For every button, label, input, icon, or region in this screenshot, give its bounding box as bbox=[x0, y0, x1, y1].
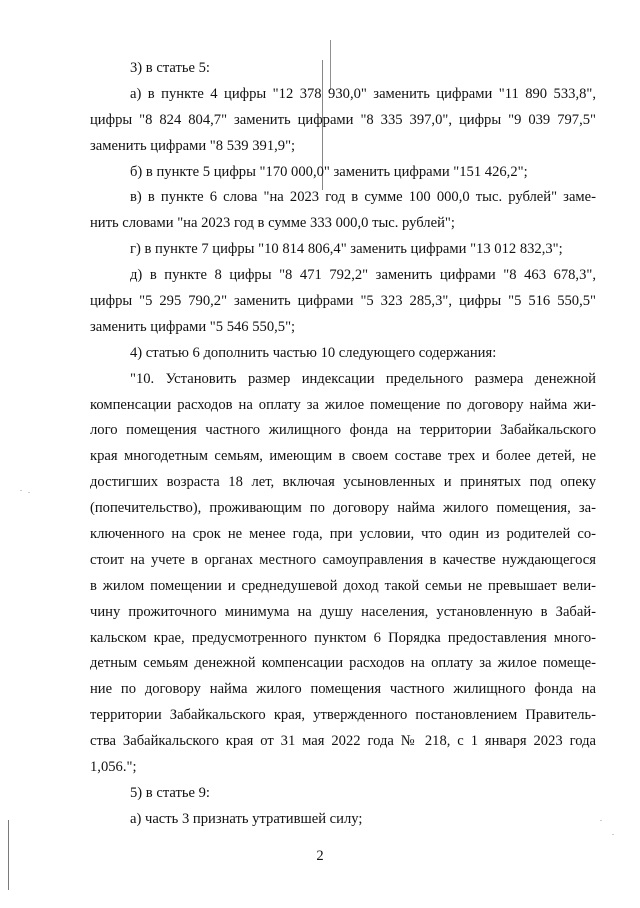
scan-speck bbox=[20, 490, 22, 491]
scan-speck bbox=[600, 820, 602, 821]
text-line: в) в пункте 6 слова "на 2023 год в сумме 100 000,0 тыс. рублей" заме- bbox=[130, 189, 596, 206]
text-line: 1,056."; bbox=[90, 759, 137, 776]
text-line: достигших возраста 18 лет, включая усыновленных и принятых под опеку bbox=[90, 474, 596, 491]
text-line: края многодетным семьям, имеющим в своем составе трех и более детей, не bbox=[90, 448, 596, 465]
page-number: 2 bbox=[316, 848, 324, 864]
scan-speck bbox=[612, 834, 614, 835]
text-line: б) в пункте 5 цифры "170 000,0" заменить цифрами "151 426,2"; bbox=[130, 163, 528, 180]
text-line: (попечительство), проживающим по договору найма жилого помещения, за- bbox=[90, 500, 596, 517]
text-line: лого помещения частного жилищного фонда на территории Забайкальского bbox=[90, 422, 596, 439]
text-line: цифры "5 295 790,2" заменить цифрами "5 323 285,3", цифры "5 516 550,5" bbox=[90, 293, 596, 310]
text-line: территории Забайкальского края, утвержденного постановлением Правитель- bbox=[90, 707, 596, 724]
text-line: ние по договору найма жилого помещения частного жилищного фонда на bbox=[90, 681, 596, 698]
text-line: ключенного на срок не менее года, при условии, что один из родителей со- bbox=[90, 526, 596, 543]
text-line: 3) в статье 5: bbox=[130, 60, 210, 76]
text-line: 4) статью 6 дополнить частью 10 следующего содержания: bbox=[130, 344, 497, 361]
text-line: заменить цифрами "5 546 550,5"; bbox=[90, 318, 296, 335]
scan-speck bbox=[28, 492, 30, 493]
text-line: кальском крае, предусмотренного пунктом 6 Порядка предоставления много- bbox=[90, 629, 596, 646]
text-line: "10. Установить размер индексации предельного размера денежной bbox=[130, 370, 596, 387]
text-line: в жилом помещении и среднедушевой доход такой семьи не превышает вели- bbox=[90, 577, 596, 594]
text-line: чину прожиточного минимума на душу населения, установленную в Забай- bbox=[90, 603, 596, 620]
text-line: а) часть 3 признать утратившей силу; bbox=[130, 810, 363, 827]
text-line: 5) в статье 9: bbox=[130, 784, 210, 801]
text-line: цифры "8 824 804,7" заменить цифрами "8 335 397,0", цифры "9 039 797,5" bbox=[90, 111, 596, 128]
document-body bbox=[90, 56, 596, 833]
text-line: детным семьям денежной компенсации расходов на оплату за жилое помеще- bbox=[90, 655, 596, 672]
text-line: нить словами "на 2023 год в сумме 333 000,0 тыс. рублей"; bbox=[90, 215, 455, 232]
text-line: а) в пункте 4 цифры "12 378 930,0" заменить цифрами "11 890 533,8", bbox=[130, 85, 596, 102]
text-line: стоит на учете в органах местного самоуправления в качестве нуждающегося bbox=[90, 551, 596, 568]
text-line: ства Забайкальского края от 31 мая 2022 года № 218, с 1 января 2023 года bbox=[90, 733, 596, 750]
text-line: заменить цифрами "8 539 391,9"; bbox=[90, 137, 296, 154]
text-line: г) в пункте 7 цифры "10 814 806,4" заменить цифрами "13 012 832,3"; bbox=[130, 241, 563, 258]
text-line: компенсации расходов на оплату за жилое помещение по договору найма жи- bbox=[90, 396, 596, 413]
text-line: д) в пункте 8 цифры "8 471 792,2" заменить цифрами "8 463 678,3", bbox=[130, 267, 596, 284]
